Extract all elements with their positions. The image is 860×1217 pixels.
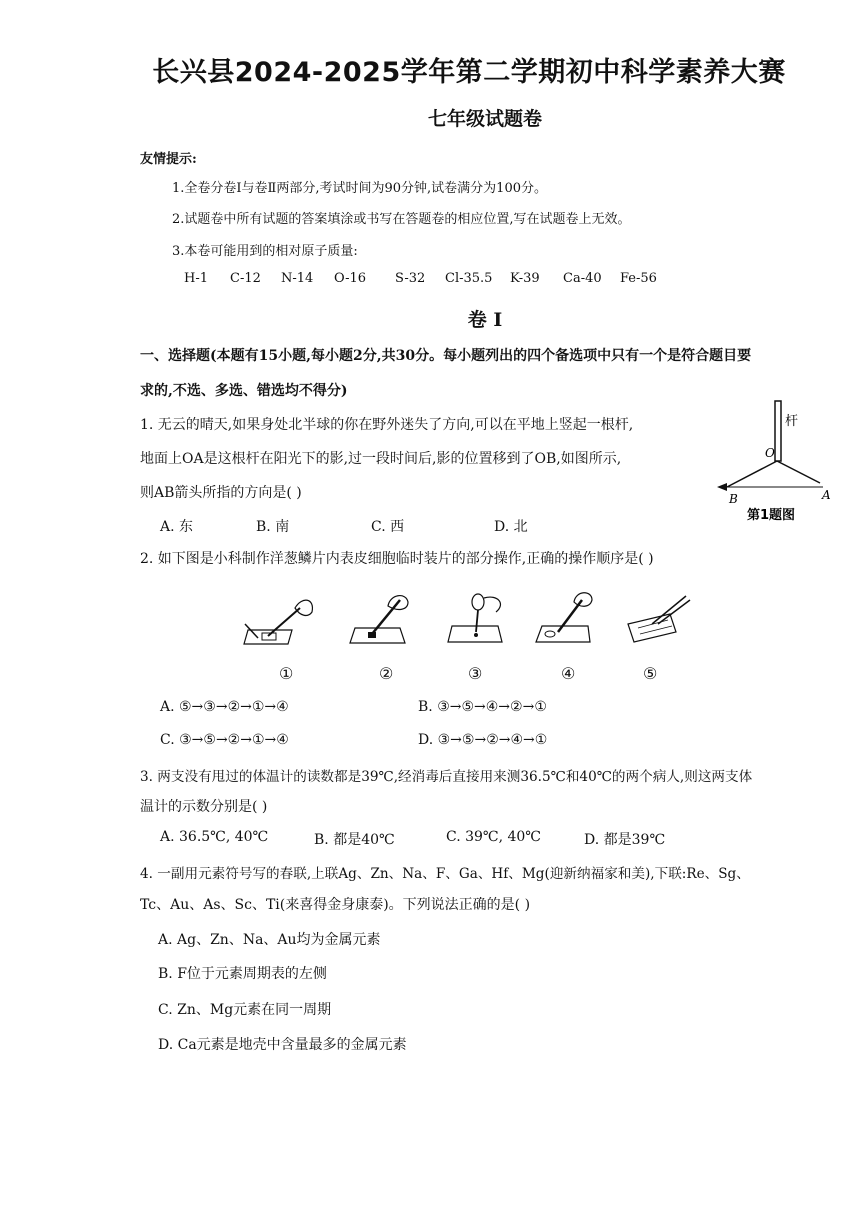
atomic-mass: S-32 xyxy=(395,271,426,286)
step-label: ④ xyxy=(561,664,576,683)
step-label: ⑤ xyxy=(643,664,658,683)
section-heading: 一、选择题(本题有15小题,每小题2分,共30分。每小题列出的四个备选项中只有一个是符合题目要 xyxy=(140,348,752,364)
point-o-label: O xyxy=(765,446,775,460)
step-4-illustration xyxy=(536,593,592,642)
option-c: C. 39℃, 40℃ xyxy=(446,829,541,845)
atomic-mass: Ca-40 xyxy=(563,271,602,286)
shadow-diagram xyxy=(705,395,845,530)
option-a: A. Ag、Zn、Na、Au均为金属元素 xyxy=(158,932,381,948)
atomic-mass: H-1 xyxy=(184,271,209,286)
question-1-text: 1. 无云的晴天,如果身处北半球的你在野外迷失了方向,可以在平地上竖起一根杆, xyxy=(140,417,634,433)
point-b-label: B xyxy=(729,492,738,506)
section-heading-cont: 求的,不选、多选、错选均不得分) xyxy=(140,383,348,399)
atomic-mass: O-16 xyxy=(334,271,367,286)
option-d: D. ③→⑤→②→④→① xyxy=(418,732,548,748)
atomic-mass: K-39 xyxy=(510,271,540,286)
volume-title: 卷 I xyxy=(467,309,503,331)
option-c: C. Zn、Mg元素在同一周期 xyxy=(158,1002,332,1018)
atomic-mass: C-12 xyxy=(230,271,261,286)
question-1-text: 则AB箭头所指的方向是( ) xyxy=(140,485,302,501)
question-2-text: 2. 如下图是小科制作洋葱鳞片内表皮细胞临时装片的部分操作,正确的操作顺序是( ) xyxy=(140,551,654,567)
note-item: 3.本卷可能用到的相对原子质量: xyxy=(172,244,358,259)
step-5-illustration xyxy=(628,596,690,642)
step-label: ③ xyxy=(468,664,483,683)
exam-subtitle: 七年级试题卷 xyxy=(427,108,542,130)
atomic-mass: Fe-56 xyxy=(620,271,657,286)
step-2-illustration xyxy=(350,596,408,643)
option-b: B. F位于元素周期表的左侧 xyxy=(158,966,327,982)
arrow-head-icon xyxy=(717,483,727,491)
pole-label: 杆 xyxy=(785,414,799,429)
atomic-mass: N-14 xyxy=(281,271,314,286)
question-3-text: 3. 两支没有甩过的体温计的读数都是39℃,经消毒后直接用来测36.5℃和40℃的两个病人,则这两支体 xyxy=(140,769,753,785)
option-b: B. 都是40℃ xyxy=(314,832,395,848)
option-b: B. ③→⑤→④→②→① xyxy=(418,699,547,715)
option-b: B. 南 xyxy=(256,519,290,535)
option-a: A. 36.5℃, 40℃ xyxy=(160,829,269,845)
question-3-text: 温计的示数分别是( ) xyxy=(140,799,268,815)
question-4-text: Tc、Au、As、Sc、Ti(来喜得金身康泰)。下列说法正确的是( ) xyxy=(140,897,531,913)
option-d: D. Ca元素是地壳中含量最多的金属元素 xyxy=(158,1037,407,1053)
point-a-label: A xyxy=(822,488,831,502)
option-d: D. 北 xyxy=(494,519,528,535)
step-1-illustration xyxy=(244,600,312,644)
option-c: C. ③→⑤→②→①→④ xyxy=(160,732,289,748)
atomic-mass: Cl-35.5 xyxy=(445,271,493,286)
option-a: A. 东 xyxy=(160,519,194,535)
step-3-illustration xyxy=(448,594,502,642)
option-c: C. 西 xyxy=(371,519,405,535)
option-d: D. 都是39℃ xyxy=(584,832,666,848)
figure-caption: 第1题图 xyxy=(747,508,796,523)
step-label: ① xyxy=(279,664,294,683)
question-1-text: 地面上OA是这根杆在阳光下的影,过一段时间后,影的位置移到了OB,如图所示, xyxy=(140,451,622,467)
pole xyxy=(775,401,781,461)
step-label: ② xyxy=(379,664,394,683)
option-a: A. ⑤→③→②→①→④ xyxy=(160,699,289,715)
question-4-text: 4. 一副用元素符号写的春联,上联Ag、Zn、Na、F、Ga、Hf、Mg(迎新纳福家和美),下联:Re、Sg、 xyxy=(140,866,750,882)
note-item: 1.全卷分卷Ⅰ与卷Ⅱ两部分,考试时间为90分钟,试卷满分为100分。 xyxy=(172,181,547,196)
notes-label: 友情提示: xyxy=(140,152,197,167)
note-item: 2.试题卷中所有试题的答案填涂或书写在答题卷的相应位置,写在试题卷上无效。 xyxy=(172,212,631,227)
shadow-oa xyxy=(777,461,820,483)
shadow-ob xyxy=(727,461,777,487)
exam-title: 长兴县2024-2025学年第二学期初中科学素养大赛 xyxy=(152,57,786,88)
